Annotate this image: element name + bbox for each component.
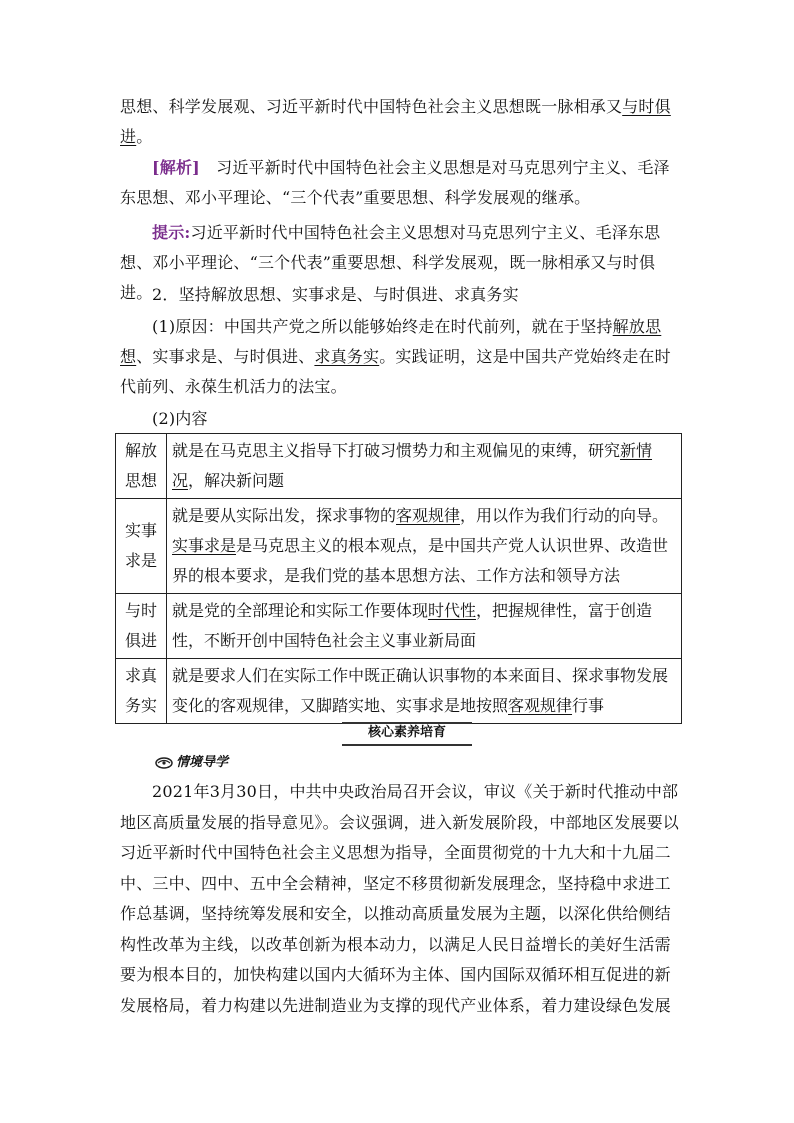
analysis-tag: [解析] [152,158,200,177]
section-heading-text: 2．坚持解放思想、实事求是、与时俱进、求真务实 [152,285,519,304]
guide-title: 情境导学 [176,755,229,770]
section-heading [120,280,680,310]
intro-underlined-b: 进 [120,127,137,146]
hint-tag: 提示: [152,223,191,242]
reason-underlined-2: 求真务实 [314,347,380,366]
desc-underlined: 时代性 [428,601,477,620]
desc-text: ，用以作为我们行动的向导。 [460,506,669,525]
desc-text: 行事 [572,696,605,715]
table-row [116,594,682,659]
intro-paragraph [120,92,680,152]
reason-text-1: (1)原因：中国共产党之所以能够始终走在时代前列，就在于坚持 [152,317,613,336]
section-banner [342,722,472,746]
desc-cell [167,594,682,659]
reason-underlined-1: 解放思想 [120,317,662,366]
desc-cell [167,434,682,499]
table-row [116,434,682,499]
analysis-paragraph [120,153,680,213]
desc-cell [167,499,682,594]
content-label [120,404,680,434]
reason-text-3: 。实践证明，这是中国共产党始终走在时代前列、永葆生机活力的法宝。 [120,347,671,396]
desc-text: ，解决新问题 [188,471,285,490]
desc-text: ，把握规律性，富于创造性，不断开创中国特色社会主义事业新局面 [172,601,653,650]
intro-underlined-a: 与时俱 [622,97,671,116]
desc-cell [167,659,682,724]
content-label-text: (2)内容 [152,409,208,428]
term-cell: 求真务实 [116,659,167,724]
intro-end: 。 [136,127,153,146]
intro-text: 思想、科学发展观、习近平新时代中国特色社会主义思想既一脉相承又 [120,97,623,116]
desc-underlined: 客观规律 [396,506,461,525]
story-text: 2021年3月30日，中共中央政治局召开会议，审议《关于新时代推动中部地区高质量发展的指导意见》。会议强调，进入新发展阶段，中部地区发展要以习近平新时代中国特色社会主义思想为指导，全面贯彻党的十九大和十九届二中、三中、四中、五中全会精神，坚定不移贯彻新发展理念，坚持稳中求进工作总基调，坚持统筹发展和安全，以推动高质量发展为主题，以深化供给侧结构性改革为主线，以改革创新为根本动力，以满足人民日益增长的美好生活需要为根本目的，加快构建以国内大循环为主体、国内国际双循环相互促进的新发展格局，着力构建以先进制造业为支撑的现代产业体系，着力建设绿色发展 [120,782,680,1015]
reason-text-2: 、实事求是、与时俱进、 [136,347,315,366]
desc-text: 就是要求人们在实际工作中既正确认识事物的本来面目、探求事物发展变化的客观规律，又脚踏实地、实事求是地按照 [172,666,669,715]
term-cell: 与时俱进 [116,594,167,659]
desc-underlined: 客观规律 [508,696,573,715]
desc-text: 就是要从实际出发，探求事物的 [172,506,397,525]
desc-underlined: 实事求是 [172,536,237,555]
table-row [116,659,682,724]
desc-text: 是马克思主义的根本观点，是中国共产党人认识世界、改造世界的根本要求，是我们党的基本思想方法、工作方法和领导方法 [172,536,669,585]
desc-text: 就是党的全部理论和实际工作要体现 [172,601,429,620]
banner-text: 核心素养培育 [362,725,452,740]
content-table [115,433,682,724]
table-row [116,499,682,594]
story-paragraph [120,777,680,1021]
reason-paragraph [120,312,680,402]
term-cell: 实事求是 [116,499,167,594]
analysis-text: 习近平新时代中国特色社会主义思想是对马克思列宁主义、毛泽东思想、邓小平理论、“三个代表”重要思想、科学发展观的继承。 [120,158,670,207]
desc-underlined: 新情况 [172,441,653,490]
term-cell: 解放思想 [116,434,167,499]
hint-text: 习近平新时代中国特色社会主义思想对马克思列宁主义、毛泽东思想、邓小平理论、“三个代表”重要思想、科学发展观，既一脉相承又与时俱进。 [120,223,661,302]
desc-text: 就是在马克思主义指导下打破习惯势力和主观偏见的束缚，研究 [172,441,621,460]
guide-heading [155,752,228,774]
leaf-icon [155,756,173,770]
